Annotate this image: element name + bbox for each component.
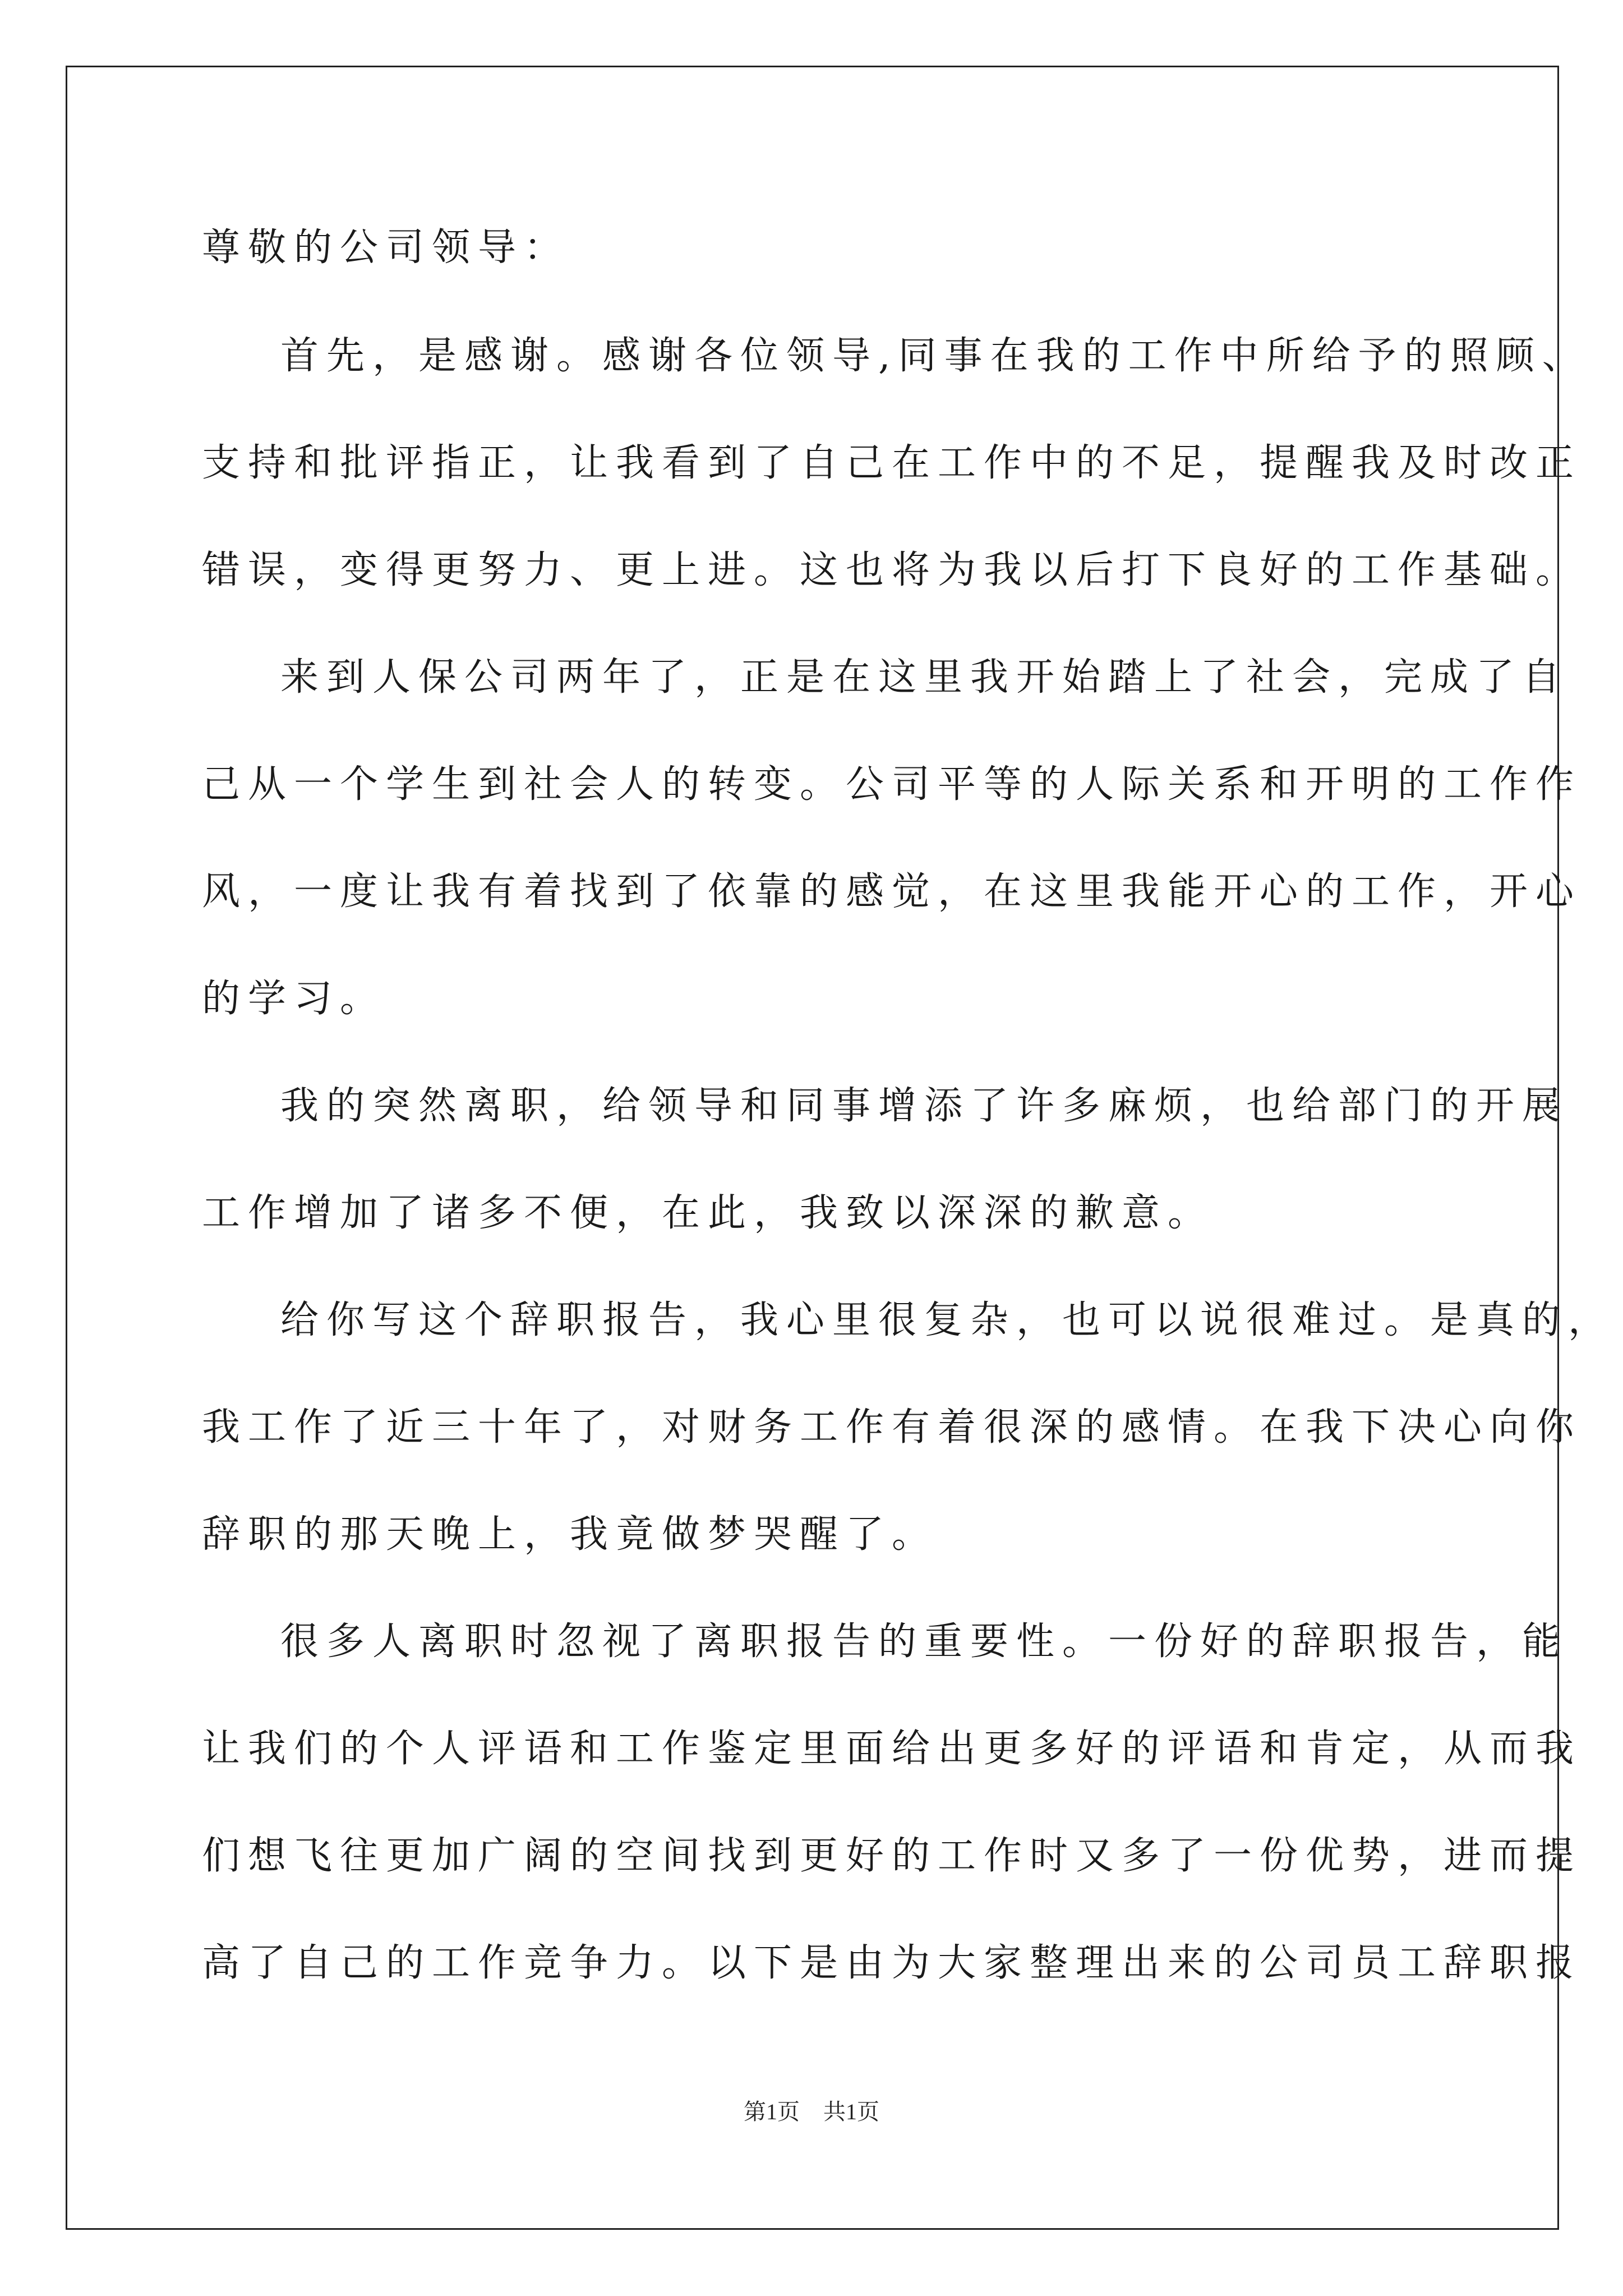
paragraph-line: 工作增加了诸多不便，在此，我致以深深的歉意。 bbox=[202, 1191, 1214, 1235]
page-border bbox=[66, 66, 1615, 2230]
page-total: 共1页 bbox=[823, 2099, 879, 2124]
paragraph-line: 很多人离职时忽视了离职报告的重要性。一份好的辞职报告，能 bbox=[280, 1619, 1569, 1664]
paragraph-line: 我的突然离职，给领导和同事增添了许多麻烦，也给部门的开展 bbox=[280, 1084, 1569, 1128]
paragraph-line: 来到人保公司两年了，正是在这里我开始踏上了社会，完成了自 bbox=[280, 655, 1569, 700]
paragraph-line: 己从一个学生到社会人的转变。公司平等的人际关系和开明的工作作 bbox=[202, 762, 1582, 807]
paragraph-line: 首先，是感谢。感谢各位领导,同事在我的工作中所给予的照顾、 bbox=[280, 334, 1588, 378]
paragraph-line: 们想飞往更加广阔的空间找到更好的工作时又多了一份优势，进而提 bbox=[202, 1834, 1582, 1878]
page-footer bbox=[0, 2095, 1623, 2129]
paragraph-line: 让我们的个人评语和工作鉴定里面给出更多好的评语和肯定，从而我 bbox=[202, 1727, 1582, 1771]
paragraph-line: 辞职的那天晚上，我竟做梦哭醒了。 bbox=[202, 1512, 938, 1557]
paragraph-line: 高了自己的工作竞争力。以下是由为大家整理出来的公司员工辞职报 bbox=[202, 1941, 1582, 1985]
salutation: 尊敬的公司领导： bbox=[202, 226, 570, 270]
paragraph-line: 我工作了近三十年了，对财务工作有着很深的感情。在我下决心向你 bbox=[202, 1405, 1582, 1450]
page-number: 第1页 bbox=[744, 2099, 800, 2124]
paragraph-line: 给你写这个辞职报告，我心里很复杂，也可以说很难过。是真的， bbox=[280, 1298, 1615, 1342]
paragraph-line: 的学习。 bbox=[202, 977, 386, 1021]
paragraph-line: 支持和批评指正，让我看到了自己在工作中的不足，提醒我及时改正 bbox=[202, 441, 1582, 485]
paragraph-line: 错误，变得更努力、更上进。这也将为我以后打下良好的工作基础。 bbox=[202, 548, 1582, 592]
paragraph-line: 风，一度让我有着找到了依靠的感觉，在这里我能开心的工作，开心 bbox=[202, 869, 1582, 914]
